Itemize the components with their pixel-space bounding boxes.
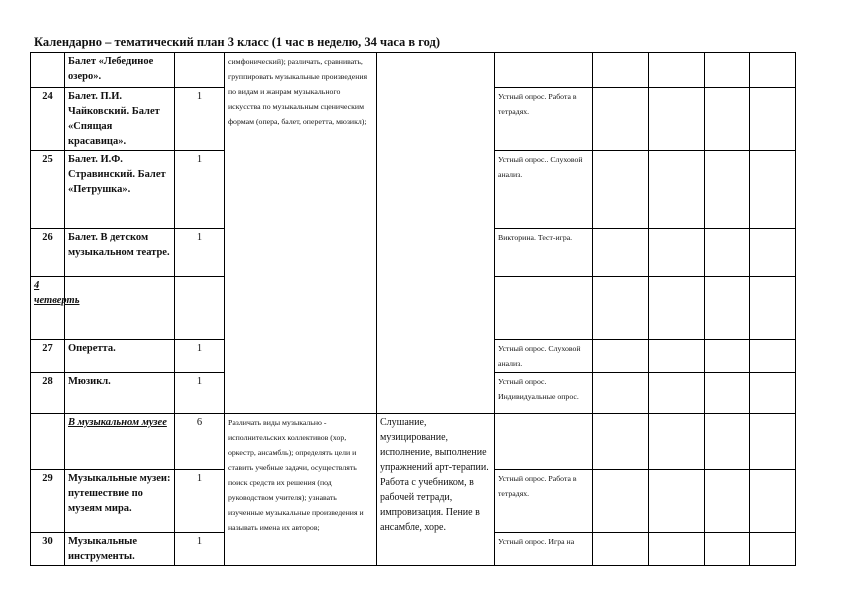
lesson-topic: Балет. П.И. Чайковский. Балет «Спящая красавица». xyxy=(65,88,175,151)
table-row xyxy=(31,414,796,470)
control-form: Устный опрос. Работа в тетрадях. xyxy=(495,88,593,151)
control-form: Устный опрос.. Слуховой анализ. xyxy=(495,151,593,229)
control-form: Устный опрос. Слуховой анализ. xyxy=(495,340,593,373)
section-hours: 6 xyxy=(175,414,225,470)
lesson-hours: 1 xyxy=(175,151,225,229)
lesson-hours: 1 xyxy=(175,373,225,414)
lesson-topic: Оперетта. xyxy=(65,340,175,373)
lesson-topic: Мюзикл. xyxy=(65,373,175,414)
uud-description: симфонический); различать, сравнивать, группировать музыкальные произведения по видам и жанрам музыкального искусства по музыкальным сценическим формам (опера, балет, оперетта, мюзикл); xyxy=(225,53,377,414)
lesson-number: 29 xyxy=(31,470,65,533)
lesson-number: 26 xyxy=(31,229,65,277)
uud-description: Различать виды музыкально - исполнительских коллективов (хор, оркестр, ансамбль); определять цели и ставить учебные задачи, осуществлять поиск средств их решения (под руководством учителя); узнавать изученные музыкальные произведения и называть имена их авторов; xyxy=(225,414,377,566)
lesson-hours: 1 xyxy=(175,470,225,533)
lesson-number: 24 xyxy=(31,88,65,151)
lesson-topic: Балет. В детском музыкальном театре. xyxy=(65,229,175,277)
lesson-hours: 1 xyxy=(175,88,225,151)
lesson-hours: 1 xyxy=(175,533,225,566)
lesson-number: 27 xyxy=(31,340,65,373)
lesson-topic: Музыкальные инструменты. xyxy=(65,533,175,566)
lesson-topic: Музыкальные музеи: путешествие по музеям мира. xyxy=(65,470,175,533)
lesson-topic: Балет. И.Ф. Стравинский. Балет «Петрушка». xyxy=(65,151,175,229)
page-title: Календарно – тематический план 3 класс (1 час в неделю, 34 часа в год) xyxy=(34,35,441,49)
table-row xyxy=(31,53,796,88)
control-form: Викторина. Тест-игра. xyxy=(495,229,593,277)
lesson-hours: 1 xyxy=(175,229,225,277)
thematic-plan-table xyxy=(30,52,796,566)
lesson-number: 25 xyxy=(31,151,65,229)
lesson-hours: 1 xyxy=(175,340,225,373)
control-form: Устный опрос. Игра на xyxy=(495,533,593,566)
activities-description: Слушание, музицирование, исполнение, выполнение упражнений арт-терапии. Работа с учебником, в рабочей тетради, импровизация. Пение в ансамбле, хоре. xyxy=(377,414,495,566)
control-form: Устный опрос. Индивидуальные опрос. xyxy=(495,373,593,414)
quarter-label: 4 четверть xyxy=(31,277,65,340)
control-form: Устный опрос. Работа в тетрадях. xyxy=(495,470,593,533)
lesson-number: 30 xyxy=(31,533,65,566)
section-title: В музыкальном музее xyxy=(65,414,175,470)
lesson-number: 28 xyxy=(31,373,65,414)
lesson-topic: Балет «Лебединое озеро». xyxy=(65,53,175,88)
